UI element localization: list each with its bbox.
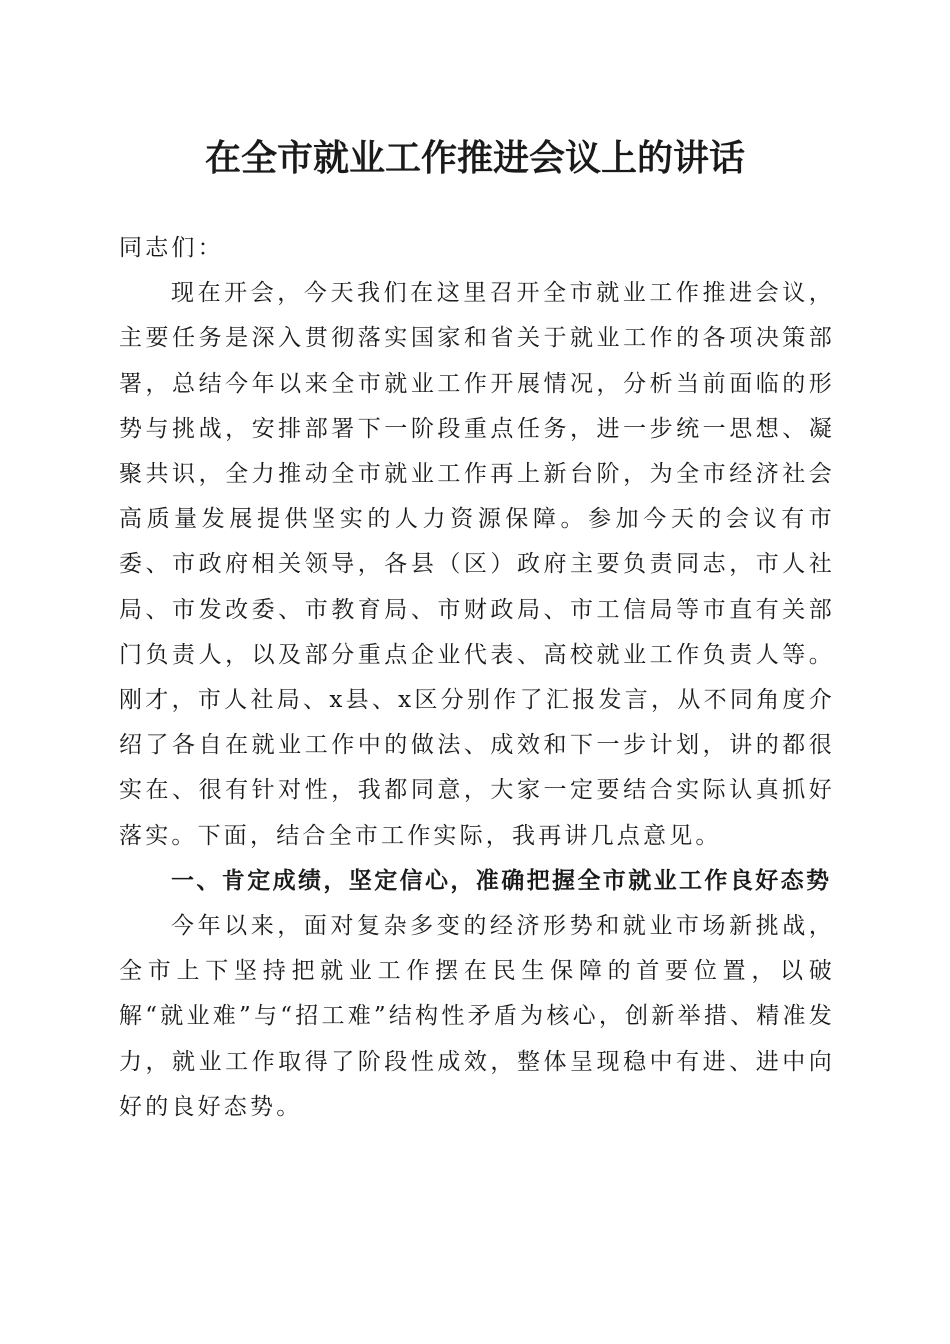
document-body: [119, 226, 835, 1130]
document-title: 在全市就业工作推进会议上的讲话: [204, 138, 745, 179]
salutation: 同志们：: [119, 235, 224, 261]
opening-paragraph: 现在开会，今天我们在这里召开全市就业工作推进会议，主要任务是深入贯彻落实国家和省关于就业工作的各项决策部署，总结今年以来全市就业工作开展情况，分析当前面临的形势与挑战，安排部署下一阶段重点任务，进一步统一思想、凝聚共识，全力推动全市就业工作再上新台阶，为全市经济社会高质量发展提供坚实的人力资源保障。参加今天的会议有市委、市政府相关领导，各县（区）政府主要负责同志，市人社局、市发改委、市教育局、市财政局、市工信局等市直有关部门负责人，以及部分重点企业代表、高校就业工作负责人等。刚才，市人社局、x县、x区分别作了汇报发言，从不同角度介绍了各自在就业工作中的做法、成效和下一步计划，讲的都很实在、很有针对性，我都同意，大家一定要结合实际认真抓好落实。下面，结合全市工作实际，我再讲几点意见。: [119, 280, 835, 849]
section-heading: 一、肯定成绩，坚定信心，准确把握全市就业工作良好态势: [171, 867, 832, 894]
section-paragraph: 今年以来，面对复杂多变的经济形势和就业市场新挑战，全市上下坚持把就业工作摆在民生保障的首要位置，以破解“就业难”与“招工难”结构性矛盾为核心，创新举措、精准发力，就业工作取得了阶段性成效，整体呈现稳中有进、进中向好的良好态势。: [119, 913, 835, 1120]
